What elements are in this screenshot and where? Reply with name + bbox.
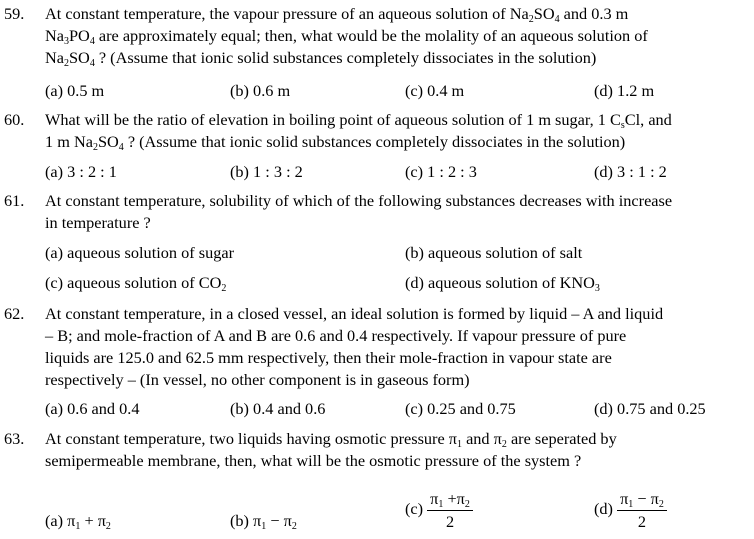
question-line: At constant temperature, in a closed vessel, an ideal solution is formed by liquid – A and liquid	[45, 304, 664, 323]
question-line: liquids are 125.0 and 62.5 mm respectively, then their mole-fraction in vapour state are	[45, 348, 612, 367]
question-line: At constant temperature, two liquids having osmotic pressure $\pi_1$ and $\pi_2$ are seperated by	[45, 429, 617, 450]
question-line: – B; and mole-fraction of A and B are 0.6 and 0.4 respectively. If vapour pressure of pure	[45, 326, 627, 345]
option-d[interactable]	[594, 488, 667, 533]
option-c[interactable]: (c) 0.25 and 0.75	[405, 399, 516, 418]
question-line: $Na_3PO_4$ are approximately equal; then, what would be the molality of an aqueous solution of	[45, 26, 648, 47]
option-a[interactable]: (a) $\pi_1 + \pi_2$	[45, 511, 111, 532]
question-number: 60.	[4, 110, 25, 129]
question-line: semipermeable membrane, then, what will be the osmotic pressure of the system ?	[45, 451, 582, 470]
option-b[interactable]: (b) 0.6 m	[230, 81, 291, 100]
option-b[interactable]: (b) aqueous solution of salt	[405, 243, 583, 262]
fraction-numerator: $\pi_1 +\pi_2$	[427, 488, 473, 511]
fraction-numerator: $\pi_1 - \pi_2$	[617, 488, 667, 511]
option-b[interactable]: (b) 1 : 3 : 2	[230, 162, 303, 181]
option-c[interactable]: (c) 1 : 2 : 3	[405, 162, 477, 181]
option-a[interactable]: (a) 0.5 m	[45, 81, 105, 100]
question-line: At constant temperature, the vapour pressure of an aqueous solution of $Na_2SO_4$ and 0.3 m	[45, 4, 629, 25]
option-b[interactable]: (b) 0.4 and 0.6	[230, 399, 326, 418]
question-number: 61.	[4, 191, 25, 210]
option-d[interactable]: (d) 0.75 and 0.25	[594, 399, 706, 418]
question-text	[45, 190, 745, 234]
option-b[interactable]: (b) $\pi_1 - \pi_2$	[230, 511, 297, 532]
option-a[interactable]: (a) aqueous solution of sugar	[45, 243, 234, 262]
question-number: 62.	[4, 304, 25, 323]
option-d[interactable]: (d) aqueous solution of $KNO_3$	[405, 273, 600, 294]
option-c[interactable]: (c) 0.4 m	[405, 81, 465, 100]
option-label: (c)	[405, 499, 424, 519]
question-number: 59.	[4, 4, 25, 23]
question-text	[45, 303, 745, 391]
question-number: 63.	[4, 429, 25, 448]
option-d[interactable]: (d) 1.2 m	[594, 81, 655, 100]
question-line: in temperature ?	[45, 213, 151, 232]
question-line: 1 m $Na_2SO_4$ ? (Assume that ionic solid substances completely dissociates in the solution)	[45, 132, 626, 153]
option-label: (d)	[594, 499, 613, 519]
question-text	[45, 3, 745, 69]
option-d[interactable]: (d) 3 : 1 : 2	[594, 162, 667, 181]
option-a[interactable]: (a) 0.6 and 0.4	[45, 399, 140, 418]
question-text	[45, 109, 745, 153]
option-c[interactable]	[405, 488, 473, 533]
fraction	[617, 488, 667, 533]
question-line: respectively – (In vessel, no other component is in gaseous form)	[45, 370, 470, 389]
option-a[interactable]: (a) 3 : 2 : 1	[45, 162, 117, 181]
question-line: What will be the ratio of elevation in boiling point of aqueous solution of 1 m sugar, 1 $C_sCl$, and	[45, 110, 672, 131]
fraction-denominator: 2	[445, 512, 455, 531]
question-line: At constant temperature, solubility of which of the following substances decreases with increase	[45, 191, 673, 210]
question-text	[45, 428, 745, 472]
option-c[interactable]: (c) aqueous solution of $CO_2$	[45, 273, 227, 294]
fraction-denominator: 2	[637, 512, 647, 531]
fraction	[427, 488, 473, 533]
question-line: $Na_2SO_4$ ? (Assume that ionic solid substances completely dissociates in the solution)	[45, 48, 597, 69]
